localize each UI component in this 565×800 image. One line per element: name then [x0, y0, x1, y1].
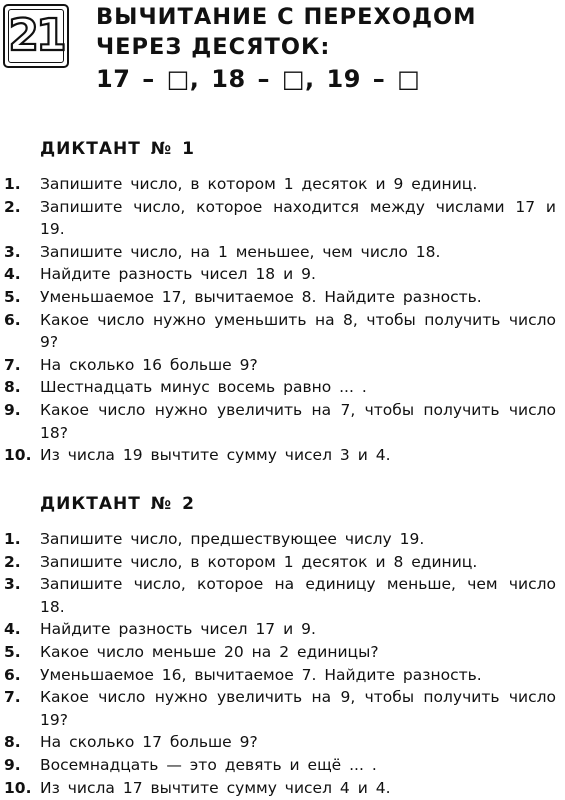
item-text: Восемнадцать — это девять и ещё ... .	[40, 755, 377, 774]
dictation-title: ДИКТАНТ № 2	[40, 494, 195, 514]
item-text: Уменьшаемое 16, вычитаемое 7. Найдите разность.	[40, 665, 482, 684]
item-text: Найдите разность чисел 17 и 9.	[40, 620, 316, 639]
item-text: Какое число нужно уменьшить на 8, чтобы получить число 9?	[40, 310, 556, 352]
item-number: 3.	[4, 575, 21, 594]
list-item	[0, 173, 565, 196]
list-item	[0, 309, 565, 354]
item-number: 9.	[4, 755, 21, 774]
item-text: Какое число нужно увеличить на 9, чтобы получить число 19?	[40, 688, 556, 729]
item-number: 8.	[4, 378, 21, 397]
item-text: Запишите число, предшествующее числу 19.	[40, 530, 425, 548]
list-item	[0, 263, 565, 286]
item-text: Запишите число, в котором 1 десяток и 8 единиц.	[40, 552, 478, 571]
list-item	[0, 444, 565, 467]
item-text: Шестнадцать минус восемь равно ... .	[40, 378, 367, 397]
list-item	[0, 196, 565, 241]
item-number: 1.	[4, 530, 21, 548]
item-text: На сколько 16 больше 9?	[40, 355, 258, 374]
item-number: 4.	[4, 265, 21, 284]
dictation-list	[0, 173, 565, 467]
item-number: 7.	[4, 688, 21, 707]
list-item	[0, 641, 565, 664]
list-item	[0, 399, 565, 444]
list-item	[0, 754, 565, 777]
list-item	[0, 286, 565, 309]
item-text: Уменьшаемое 17, вычитаемое 8. Найдите разность.	[40, 287, 482, 306]
list-item	[0, 731, 565, 754]
item-text: Запишите число, на 1 меньшее, чем число 18.	[40, 242, 441, 261]
lesson-number: 21	[8, 10, 64, 61]
item-number: 4.	[4, 620, 21, 639]
item-text: Какое число нужно увеличить на 7, чтобы получить число 18?	[40, 400, 556, 442]
item-number: 5.	[4, 642, 21, 661]
item-text: Какое число меньше 20 на 2 единицы?	[40, 642, 379, 661]
list-item	[0, 618, 565, 641]
item-number: 6.	[4, 665, 21, 684]
item-number: 6.	[4, 310, 21, 329]
item-text: Запишите число, в котором 1 десяток и 9 единиц.	[40, 175, 478, 193]
list-item	[0, 376, 565, 399]
title-line-2: ЧЕРЕЗ ДЕСЯТОК:	[96, 34, 331, 60]
lesson-title	[96, 2, 556, 94]
item-number: 5.	[4, 287, 21, 306]
list-item	[0, 686, 565, 731]
list-item	[0, 528, 565, 551]
list-item	[0, 354, 565, 377]
title-line-1: ВЫЧИТАНИЕ С ПЕРЕХОДОМ	[96, 4, 477, 30]
item-number: 8.	[4, 733, 21, 752]
list-item	[0, 573, 565, 618]
list-item	[0, 241, 565, 264]
item-text: На сколько 17 больше 9?	[40, 733, 258, 752]
item-text: Из числа 19 вычтите сумму чисел 3 и 4.	[40, 446, 391, 465]
item-number: 2.	[4, 552, 21, 571]
list-item	[0, 777, 565, 800]
item-number: 9.	[4, 400, 21, 419]
item-number: 2.	[4, 197, 21, 216]
item-text: Запишите число, которое находится между числами 17 и 19.	[40, 197, 556, 239]
item-number: 7.	[4, 355, 21, 374]
item-number: 10.	[4, 446, 32, 465]
list-item	[0, 551, 565, 574]
lesson-number-badge	[3, 4, 69, 68]
title-expression: 17 – □, 18 – □, 19 – □	[96, 65, 421, 93]
item-text: Найдите разность чисел 18 и 9.	[40, 265, 316, 284]
item-number: 10.	[4, 778, 32, 797]
list-item	[0, 664, 565, 687]
item-number: 1.	[4, 175, 21, 193]
lesson-number-frame	[8, 9, 64, 63]
dictation-list	[0, 528, 565, 799]
dictation-title: ДИКТАНТ № 1	[40, 139, 195, 159]
item-text: Запишите число, которое на единицу меньше, чем число 18.	[40, 575, 556, 616]
item-number: 3.	[4, 242, 21, 261]
item-text: Из числа 17 вычтите сумму чисел 4 и 4.	[40, 778, 391, 797]
